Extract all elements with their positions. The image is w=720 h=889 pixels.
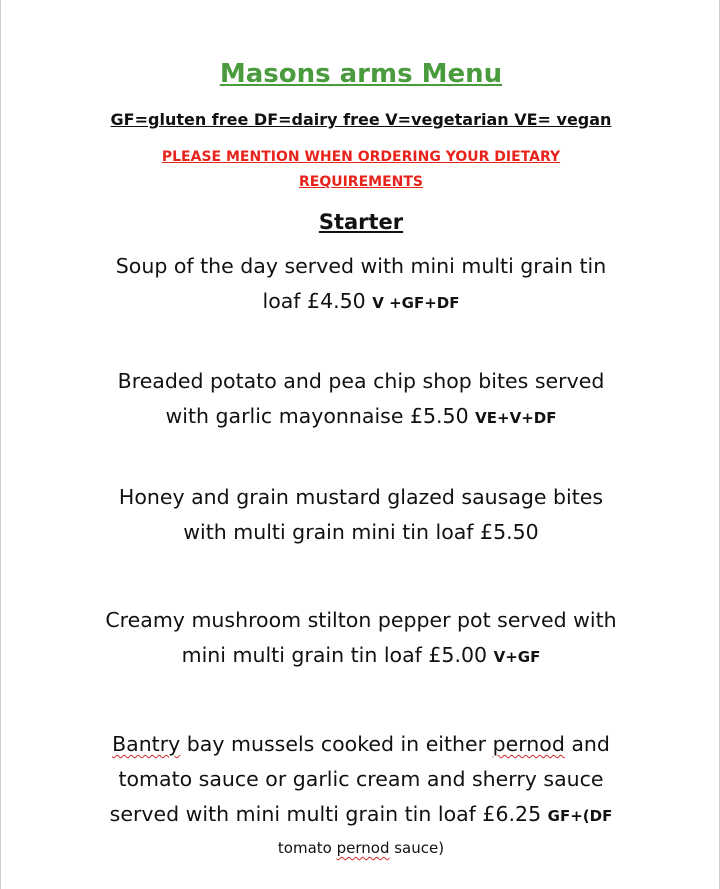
menu-item-price-line: loaf £4.50 (262, 289, 366, 313)
menu-item-text: bay mussels cooked in either (180, 732, 493, 756)
dietary-tags: VE+V+DF (475, 409, 557, 427)
menu-item-line: Soup of the day served with mini multi grain tin (115, 254, 607, 278)
menu-item-soup (41, 249, 681, 321)
dietary-notice-line1: PLEASE MENTION WHEN ORDERING YOUR DIETARY (161, 149, 561, 165)
menu-item-text: and (564, 732, 610, 756)
menu-item-line: Honey and grain mustard glazed sausage bites (118, 485, 604, 509)
menu-item-mushroom-pot (41, 603, 681, 675)
dietary-tags: GF+(DF (547, 807, 613, 825)
menu-item-line (41, 797, 681, 834)
menu-item-price-line: served with mini multi grain tin loaf £6.25 (109, 802, 542, 826)
menu-title: Masons arms Menu (219, 59, 503, 89)
menu-item-mussels (41, 727, 681, 862)
menu-item-line (41, 834, 681, 862)
dietary-tags: V +GF+DF (372, 294, 460, 312)
menu-item-line (41, 399, 681, 436)
menu-item-line: tomato sauce or garlic cream and sherry sauce (118, 767, 604, 791)
menu-item-line (41, 727, 681, 762)
dietary-notice-line2: REQUIREMENTS (298, 174, 423, 190)
dietary-tags: V+GF (493, 648, 541, 666)
menu-item-text: tomato (277, 839, 337, 857)
menu-item-line (41, 638, 681, 675)
spellcheck-word: Bantry (112, 732, 181, 756)
menu-item-sausage-bites (41, 480, 681, 550)
section-title-starter: Starter (318, 210, 404, 234)
spellcheck-word: pernod (336, 839, 390, 857)
menu-item-price-line: mini multi grain tin loaf £5.00 (181, 643, 488, 667)
menu-item-potato-bites (41, 364, 681, 436)
spellcheck-word: pernod (492, 732, 565, 756)
menu-item-price-line: with garlic mayonnaise £5.50 (165, 404, 469, 428)
menu-item-line: Creamy mushroom stilton pepper pot served with (105, 608, 617, 632)
menu-item-line (41, 284, 681, 321)
menu-item-text: sauce) (389, 839, 445, 857)
dietary-notice (131, 145, 591, 195)
dietary-legend: GF=gluten free DF=dairy free V=vegetarian VE= vegan (110, 110, 612, 129)
menu-item-line: Breaded potato and pea chip shop bites served (117, 369, 605, 393)
menu-item-price-line: with multi grain mini tin loaf £5.50 (183, 520, 539, 544)
